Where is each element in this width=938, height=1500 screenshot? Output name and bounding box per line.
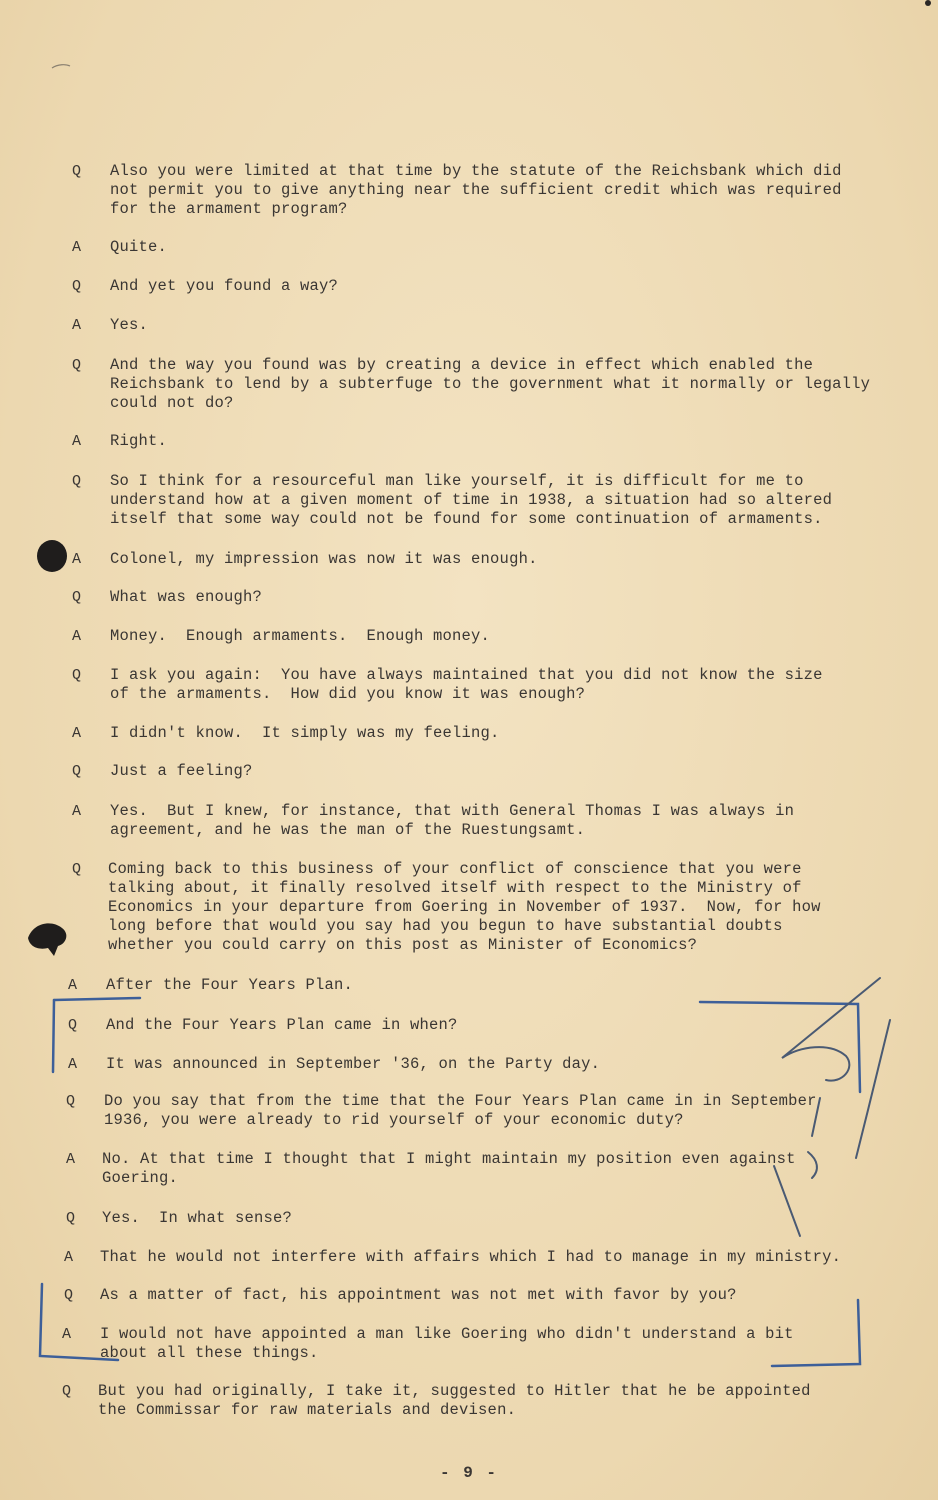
- entry-text: Coming back to this business of your conflict of conscience that you were talking about, it finally resolved itself with respect to the Ministry of Economics in your departure from Goering in November of 1937. Now, for how long before that would you say had you begun to have substantial doubts whether you could carry on this post as Minister of Economics?: [108, 860, 821, 954]
- entry-text: Yes.: [110, 316, 149, 334]
- speaker-label: Q: [72, 357, 82, 374]
- speaker-label: A: [72, 628, 82, 645]
- entry-text: And the way you found was by creating a device in effect which enabled the Reichsbank to lend by a subterfuge to the government what it normally or legally could not do?: [110, 356, 871, 412]
- entry-text: Just a feeling?: [110, 762, 253, 780]
- speaker-label: A: [66, 1151, 76, 1168]
- ink-clip-mark: [28, 923, 66, 956]
- speaker-label: A: [72, 239, 82, 256]
- speaker-label: Q: [66, 1210, 76, 1227]
- pencil-bracket-bottom: [40, 1284, 860, 1366]
- speaker-label: A: [68, 977, 78, 994]
- speaker-label: Q: [72, 589, 82, 606]
- entry-text: Yes. In what sense?: [102, 1209, 293, 1227]
- entry-text: But you had originally, I take it, suggested to Hitler that he be appointed the Commissar for raw materials and devisen.: [98, 1382, 811, 1419]
- entry-text: Also you were limited at that time by the statute of the Reichsbank which did not permit you to give anything near the sufficient credit which was required for the armament program?: [110, 162, 842, 218]
- speaker-label: Q: [72, 473, 82, 490]
- speaker-label: A: [72, 551, 82, 568]
- entry-text: After the Four Years Plan.: [106, 976, 354, 994]
- speaker-label: Q: [66, 1093, 76, 1110]
- speaker-label: Q: [72, 667, 82, 684]
- entry-text: I didn't know. It simply was my feeling.: [110, 724, 500, 742]
- entry-text: No. At that time I thought that I might maintain my position even against Goering.: [102, 1150, 796, 1187]
- entry-text: I ask you again: You have always maintained that you did not know the size of the armaments. How did you know it was enough?: [110, 666, 823, 703]
- entry-text: Quite.: [110, 238, 168, 256]
- speaker-label: A: [72, 803, 82, 820]
- entry-text: I would not have appointed a man like Goering who didn't understand a bit about all these things.: [100, 1325, 794, 1362]
- speaker-label: A: [72, 317, 82, 334]
- speaker-label: A: [72, 725, 82, 742]
- speaker-label: A: [72, 433, 82, 450]
- entry-text: What was enough?: [110, 588, 263, 606]
- speaker-label: Q: [72, 763, 82, 780]
- pencil-bracket-top: [53, 998, 860, 1092]
- speaker-label: Q: [64, 1287, 74, 1304]
- entry-text: Money. Enough armaments. Enough money.: [110, 627, 491, 645]
- entry-text: Yes. But I knew, for instance, that with General Thomas I was always in agreement, and he was the man of the Ruestungsamt.: [110, 802, 795, 839]
- entry-text: Right.: [110, 432, 168, 450]
- entry-text: It was announced in September '36, on the Party day.: [106, 1055, 601, 1073]
- page-number: - 9 -: [439, 1464, 498, 1482]
- entry-text: Do you say that from the time that the Four Years Plan came in in September 1936, you were already to rid yourself of your economic duty?: [104, 1092, 817, 1129]
- entry-text: That he would not interfere with affairs which I had to manage in my ministry.: [100, 1248, 842, 1266]
- ink-blot-mark: [37, 540, 67, 572]
- speaker-label: Q: [72, 163, 82, 180]
- speaker-label: A: [62, 1326, 72, 1343]
- speaker-label: A: [68, 1056, 78, 1073]
- entry-text: So I think for a resourceful man like yourself, it is difficult for me to understand how at a given moment of time in 1938, a situation had so altered itself that some way could not be found for some continuation of armaments.: [110, 472, 833, 528]
- pencil-scribble: [774, 978, 890, 1236]
- speaker-label: A: [64, 1249, 74, 1266]
- entry-text: Colonel, my impression was now it was enough.: [110, 550, 538, 568]
- entry-text: And the Four Years Plan came in when?: [106, 1016, 458, 1034]
- speaker-label: Q: [72, 278, 82, 295]
- entry-text: And yet you found a way?: [110, 277, 339, 295]
- speaker-label: Q: [62, 1383, 72, 1400]
- speaker-label: Q: [72, 861, 82, 878]
- corner-fleck: [925, 0, 931, 6]
- stray-mark: [52, 65, 70, 68]
- entry-text: As a matter of fact, his appointment was not met with favor by you?: [100, 1286, 737, 1304]
- speaker-label: Q: [68, 1017, 78, 1034]
